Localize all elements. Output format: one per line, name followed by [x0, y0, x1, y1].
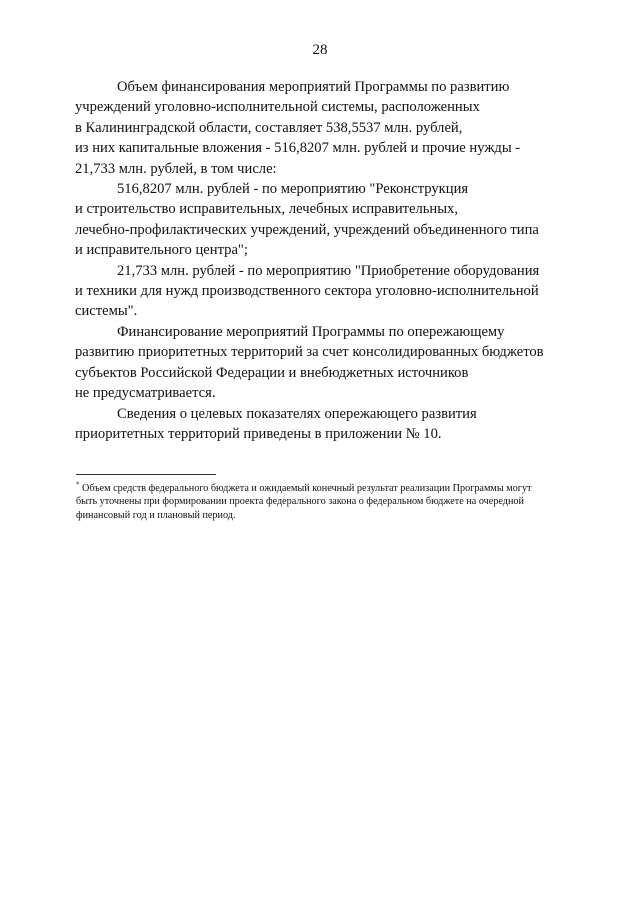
footnote-text: Объем средств федерального бюджета и ожидаемый конечный результат реализации Программы могут быть уточнены при формировании проекта федерального закона о федеральном бюджете на очередной финансовый год и плановый период. — [76, 483, 532, 521]
footnote — [76, 482, 565, 522]
paragraph-reconstruction: 516,8207 млн. рублей - по мероприятию "Реконструкция и строительство исправительных, лечебных исправительных, лечебно-профилактических учреждений, учреждений объединенного типа и исправительного центра"; — [75, 181, 539, 259]
paragraph-priority-territories: Финансирование мероприятий Программы по опережающему развитию приоритетных территорий за счет консолидированных бюджетов субъектов Российской Федерации и внебюджетных источников не предусматривается. — [75, 323, 544, 402]
paragraph-target-indicators: Сведения о целевых показателях опережающего развития приоритетных территорий приведены в приложении № 10. — [75, 405, 477, 442]
paragraph-equipment: 21,733 млн. рублей - по мероприятию "Приобретение оборудования и техники для нужд производственного сектора уголовно-исполнительной системы". — [75, 262, 540, 320]
paragraph-funding-volume: Объем финансирования мероприятий Программы по развитию учреждений уголовно-исполнительной системы, расположенных в Калининградской области, составляет 538,5537 млн. рублей, из них капитальные вложения - 516,8207 млн. рублей и прочие нужды - 21,733 млн. рублей, в том числе: — [75, 79, 521, 177]
page-number: 28 — [312, 42, 328, 58]
footnote-divider — [76, 474, 216, 475]
body-text — [75, 77, 563, 444]
footnote-marker: * — [76, 480, 80, 489]
